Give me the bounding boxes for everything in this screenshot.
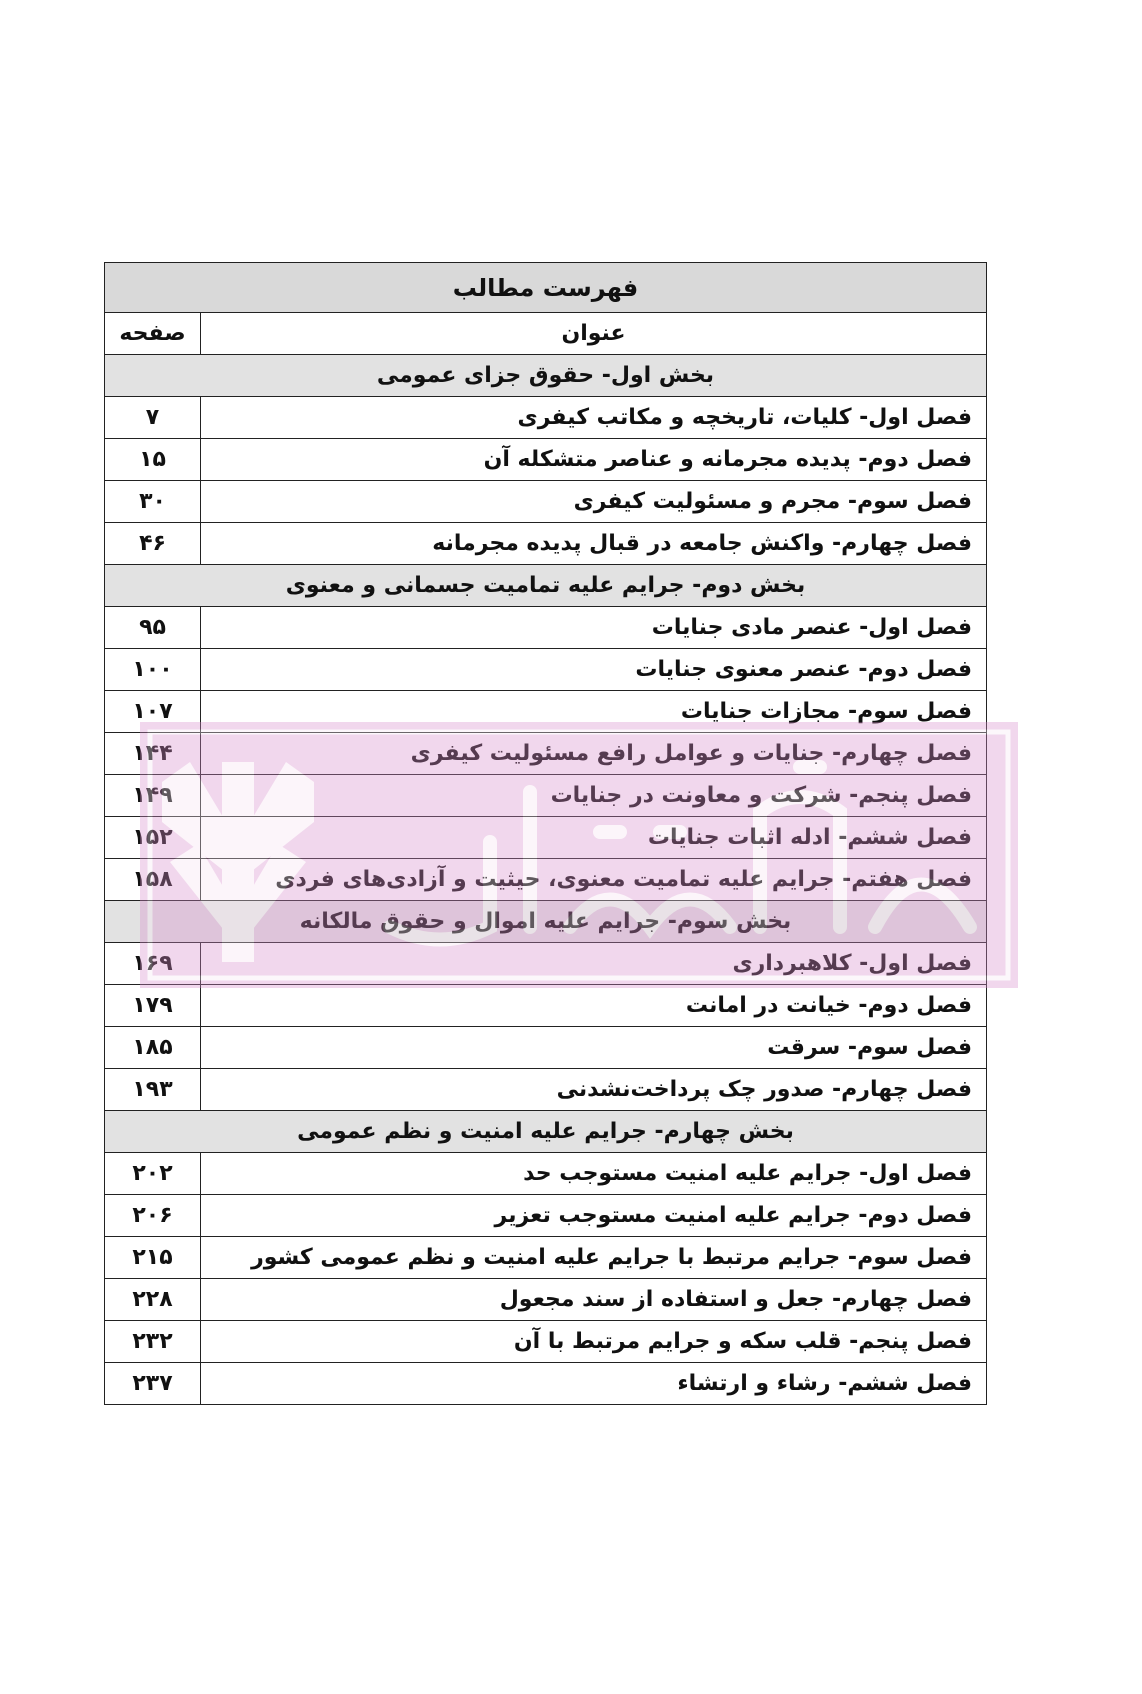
chapter-title: فصل دوم- پدیده مجرمانه و عناصر متشکله آن: [201, 439, 987, 481]
chapter-page-number: ۱۹۳: [105, 1069, 201, 1111]
chapter-row[interactable]: [105, 775, 987, 817]
column-header-page: صفحه: [105, 313, 201, 355]
chapter-row[interactable]: [105, 607, 987, 649]
chapter-title: فصل دوم- خیانت در امانت: [201, 985, 987, 1027]
chapter-title: فصل چهارم- صدور چک پرداخت‌نشدنی: [201, 1069, 987, 1111]
chapter-title: فصل ششم- ادله اثبات جنایات: [201, 817, 987, 859]
chapter-title: فصل چهارم- جنایات و عوامل رافع مسئولیت کیفری: [201, 733, 987, 775]
toc-body: [105, 355, 987, 1405]
chapter-row[interactable]: [105, 985, 987, 1027]
chapter-row[interactable]: [105, 691, 987, 733]
chapter-title: فصل سوم- جرایم مرتبط با جرایم علیه امنیت و نظم عمومی کشور: [201, 1237, 987, 1279]
section-row: [105, 565, 987, 607]
chapter-page-number: ۱۴۹: [105, 775, 201, 817]
chapter-title: فصل پنجم- قلب سکه و جرایم مرتبط با آن: [201, 1321, 987, 1363]
chapter-page-number: ۲۳۲: [105, 1321, 201, 1363]
chapter-title: فصل چهارم- جعل و استفاده از سند مجعول: [201, 1279, 987, 1321]
chapter-row[interactable]: [105, 859, 987, 901]
chapter-page-number: ۲۰۲: [105, 1153, 201, 1195]
chapter-row[interactable]: [105, 1321, 987, 1363]
chapter-row[interactable]: [105, 1279, 987, 1321]
chapter-title: فصل اول- جرایم علیه امنیت مستوجب حد: [201, 1153, 987, 1195]
section-title: بخش چهارم- جرایم علیه امنیت و نظم عمومی: [105, 1111, 987, 1153]
chapter-row[interactable]: [105, 439, 987, 481]
chapter-page-number: ۴۶: [105, 523, 201, 565]
column-header-title: عنوان: [201, 313, 987, 355]
chapter-row[interactable]: [105, 943, 987, 985]
chapter-row[interactable]: [105, 649, 987, 691]
chapter-page-number: ۱۴۴: [105, 733, 201, 775]
chapter-page-number: ۲۰۶: [105, 1195, 201, 1237]
chapter-row[interactable]: [105, 1237, 987, 1279]
chapter-title: فصل سوم- مجازات جنایات: [201, 691, 987, 733]
chapter-row[interactable]: [105, 733, 987, 775]
chapter-row[interactable]: [105, 1069, 987, 1111]
chapter-row[interactable]: [105, 523, 987, 565]
chapter-title: فصل اول- کلاهبرداری: [201, 943, 987, 985]
chapter-page-number: ۱۵۲: [105, 817, 201, 859]
chapter-page-number: ۱۵۸: [105, 859, 201, 901]
toc-header-row: [105, 313, 987, 355]
chapter-title: فصل ششم- رشاء و ارتشاء: [201, 1363, 987, 1405]
chapter-title: فصل اول- عنصر مادی جنایات: [201, 607, 987, 649]
chapter-row[interactable]: [105, 1153, 987, 1195]
section-row: [105, 355, 987, 397]
chapter-title: فصل هفتم- جرایم علیه تمامیت معنوی، حیثیت و آزادی‌های فردی: [201, 859, 987, 901]
chapter-row[interactable]: [105, 481, 987, 523]
chapter-title: فصل دوم- عنصر معنوی جنایات: [201, 649, 987, 691]
toc-title: فهرست مطالب: [105, 263, 987, 313]
section-title: بخش دوم- جرایم علیه تمامیت جسمانی و معنوی: [105, 565, 987, 607]
chapter-page-number: ۱۷۹: [105, 985, 201, 1027]
section-title: بخش سوم- جرایم علیه اموال و حقوق مالکانه: [105, 901, 987, 943]
chapter-page-number: ۷: [105, 397, 201, 439]
toc-table: [104, 262, 987, 1405]
chapter-page-number: ۲۳۷: [105, 1363, 201, 1405]
chapter-page-number: ۱۸۵: [105, 1027, 201, 1069]
chapter-row[interactable]: [105, 1195, 987, 1237]
chapter-title: فصل چهارم- واکنش جامعه در قبال پدیده مجرمانه: [201, 523, 987, 565]
chapter-page-number: ۱۰۰: [105, 649, 201, 691]
section-title: بخش اول- حقوق جزای عمومی: [105, 355, 987, 397]
toc-title-row: [105, 263, 987, 313]
chapter-title: فصل اول- کلیات، تاریخچه و مکاتب کیفری: [201, 397, 987, 439]
chapter-row[interactable]: [105, 1027, 987, 1069]
chapter-page-number: ۹۵: [105, 607, 201, 649]
chapter-row[interactable]: [105, 1363, 987, 1405]
chapter-page-number: ۲۱۵: [105, 1237, 201, 1279]
chapter-page-number: ۱۰۷: [105, 691, 201, 733]
chapter-page-number: ۳۰: [105, 481, 201, 523]
chapter-title: فصل سوم- سرقت: [201, 1027, 987, 1069]
chapter-row[interactable]: [105, 397, 987, 439]
chapter-row[interactable]: [105, 817, 987, 859]
chapter-page-number: ۱۶۹: [105, 943, 201, 985]
chapter-title: فصل سوم- مجرم و مسئولیت کیفری: [201, 481, 987, 523]
section-row: [105, 1111, 987, 1153]
section-row: [105, 901, 987, 943]
chapter-page-number: ۲۲۸: [105, 1279, 201, 1321]
chapter-page-number: ۱۵: [105, 439, 201, 481]
chapter-title: فصل دوم- جرایم علیه امنیت مستوجب تعزیر: [201, 1195, 987, 1237]
chapter-title: فصل پنجم- شرکت و معاونت در جنایات: [201, 775, 987, 817]
